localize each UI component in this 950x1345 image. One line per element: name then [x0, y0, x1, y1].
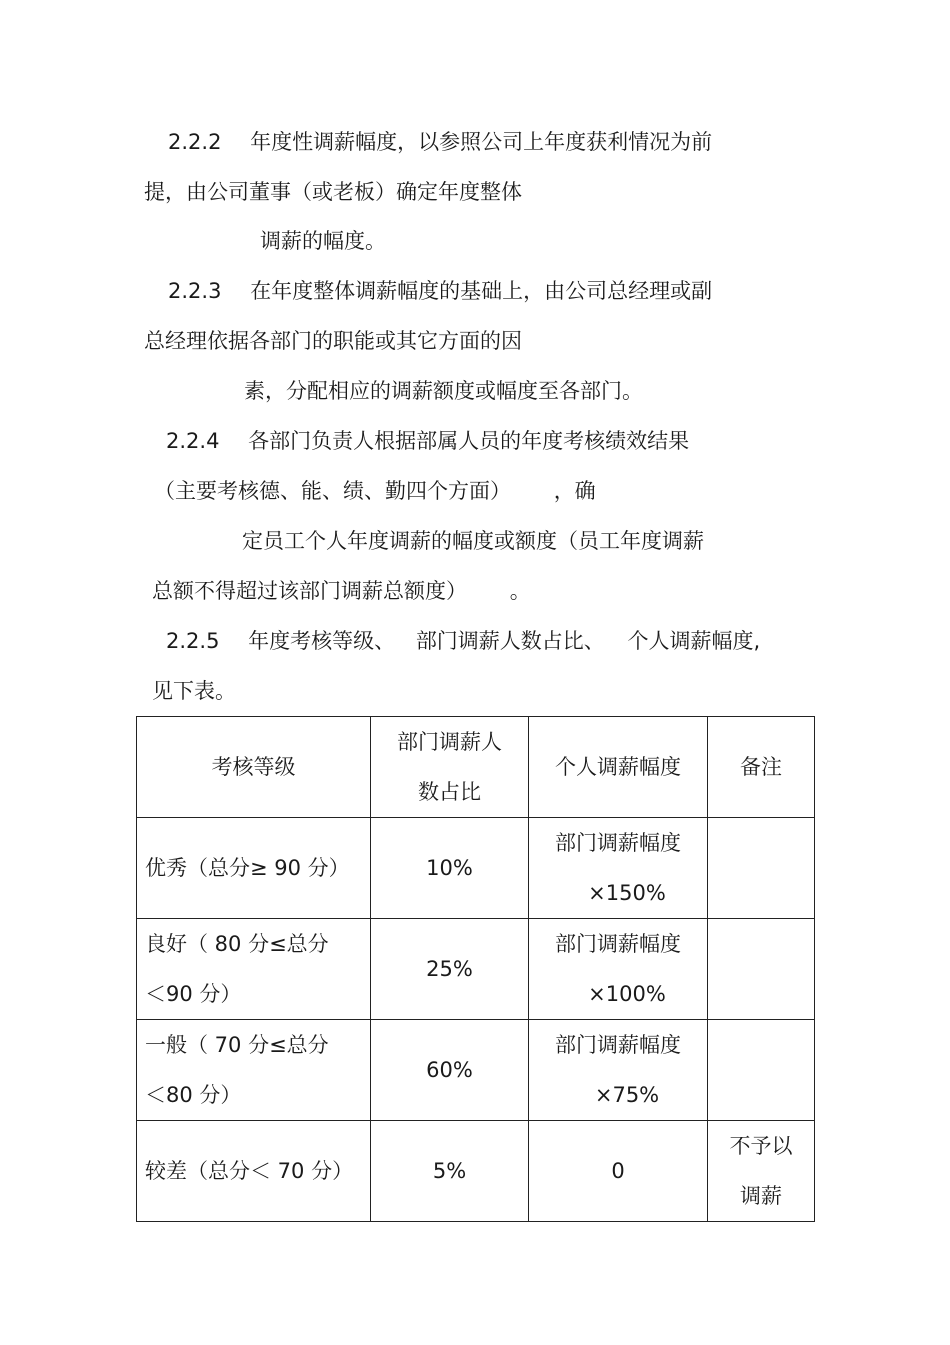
cell-note-line: 调薪 — [740, 1184, 782, 1208]
cell-ratio: 60% — [371, 1020, 529, 1121]
cell-grade — [137, 1020, 371, 1121]
para-2-2-3-line-3: 素，分配相应的调薪额度或幅度至各部门。 — [244, 379, 643, 403]
paragraph-text: 各部门负责人根据部属人员的年度考核绩效结果 — [248, 429, 690, 453]
cell-grade — [137, 1121, 371, 1222]
paragraph-text: 在年度整体调薪幅度的基础上，由公司总经理或副 — [250, 279, 713, 303]
header-note: 备注 — [708, 717, 815, 818]
cell-range-line: ×150% — [588, 881, 666, 905]
cell-grade — [137, 919, 371, 1020]
header-grade: 考核等级 — [137, 717, 371, 818]
paragraph-text: 部门调薪人数占比、 — [415, 629, 605, 653]
para-2-2-3-line-1 — [168, 276, 712, 306]
cell-grade-line: 较差（总分＜ 70 分） — [145, 1159, 354, 1183]
cell-note — [708, 1121, 815, 1222]
paragraph-text: 总额不得超过该部门调薪总额度） — [152, 579, 467, 603]
paragraph-text: （主要考核德、能、绩、勤四个方面） — [154, 479, 511, 503]
cell-grade-line: ＜80 分） — [145, 1083, 242, 1107]
cell-range-line: 部门调薪幅度 — [555, 932, 681, 956]
para-2-2-4-line-2 — [154, 476, 596, 506]
cell-grade-line: 一般（ 70 分≤总分 — [145, 1033, 329, 1057]
grade-table — [136, 716, 815, 1222]
section-number: 2.2.4 — [166, 429, 220, 453]
para-2-2-3-line-2: 总经理依据各部门的职能或其它方面的因 — [144, 329, 522, 353]
cell-grade-line: 良好（ 80 分≤总分 — [145, 932, 329, 956]
para-2-2-4-line-4 — [152, 576, 531, 606]
cell-note — [708, 1020, 815, 1121]
section-number: 2.2.2 — [168, 130, 222, 154]
cell-range — [529, 919, 708, 1020]
section-number: 2.2.5 — [166, 629, 220, 653]
table-header-row — [137, 717, 815, 818]
cell-ratio: 25% — [371, 919, 529, 1020]
cell-range-line: 部门调薪幅度 — [555, 831, 681, 855]
para-2-2-5-line-1 — [166, 626, 760, 656]
cell-range — [529, 1121, 708, 1222]
cell-note — [708, 919, 815, 1020]
paragraph-text: 年度性调薪幅度，以参照公司上年度获利情况为前 — [250, 130, 713, 154]
table-row — [137, 919, 815, 1020]
cell-grade-line: ＜90 分） — [145, 982, 242, 1006]
cell-note — [708, 818, 815, 919]
section-number: 2.2.3 — [168, 279, 222, 303]
table-row — [137, 1121, 815, 1222]
cell-range-line: 0 — [611, 1159, 625, 1183]
cell-range-line: 部门调薪幅度 — [555, 1033, 681, 1057]
cell-note-line: 不予以 — [729, 1134, 793, 1158]
para-2-2-4-line-1 — [166, 426, 689, 456]
cell-grade — [137, 818, 371, 919]
header-ratio-line: 数占比 — [418, 780, 481, 804]
table-row — [137, 1020, 815, 1121]
cell-ratio: 10% — [371, 818, 529, 919]
cell-ratio: 5% — [371, 1121, 529, 1222]
cell-range — [529, 1020, 708, 1121]
header-ratio — [371, 717, 529, 818]
cell-range — [529, 818, 708, 919]
table-row — [137, 818, 815, 919]
paragraph-text: 年度考核等级、 — [248, 629, 396, 653]
para-2-2-2-line-1 — [168, 127, 712, 157]
para-2-2-4-line-3: 定员工个人年度调薪的幅度或额度（员工年度调薪 — [242, 529, 704, 553]
header-ratio-line: 部门调薪人 — [397, 730, 502, 754]
para-2-2-2-line-3: 调薪的幅度。 — [260, 229, 386, 253]
cell-range-line: ×100% — [588, 982, 666, 1006]
header-range: 个人调薪幅度 — [529, 717, 708, 818]
para-2-2-2-line-2: 提，由公司董事（或老板）确定年度整体 — [144, 180, 522, 204]
paragraph-text: ，确 — [553, 479, 596, 503]
paragraph-text: 个人调薪幅度, — [627, 629, 761, 653]
cell-range-line: ×75% — [594, 1083, 660, 1107]
paragraph-text: 。 — [509, 579, 531, 603]
para-2-2-5-line-2: 见下表。 — [152, 679, 236, 703]
cell-grade-line: 优秀（总分≥ 90 分） — [145, 856, 350, 880]
